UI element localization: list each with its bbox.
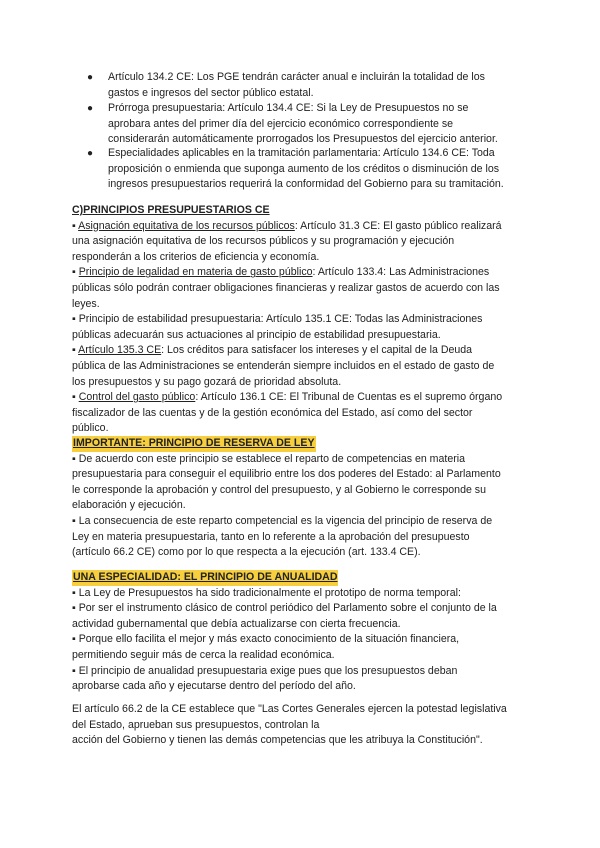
text-line: pública de las Administraciones se entenderán siempre incluidos en el estado de gasto de	[72, 359, 495, 372]
text-line: los presupuestos y su pago gozará de prioridad absoluta.	[72, 375, 342, 388]
text-line: elaboración y ejecución.	[72, 499, 186, 512]
text-line: Ley en materia presupuestaria, tanto en lo referente a la aprobación del presupuesto	[72, 530, 470, 543]
text-line: ▪ La consecuencia de este reparto competencial es la vigencia del principio de reserva de	[72, 514, 493, 527]
bullet-marker: ●	[87, 103, 94, 114]
text-line: (artículo 66.2 CE) como por lo que respecta a la ejecución (art. 133.4 CE).	[72, 546, 421, 559]
section-heading: C)PRINCIPIOS PRESUPUESTARIOS CE	[72, 204, 270, 216]
section-heading-highlighted: IMPORTANTE: PRINCIPIO DE RESERVA DE LEY	[72, 436, 316, 452]
section-principios	[72, 203, 532, 437]
text-fragment: : Artículo 133.4: Las Administraciones	[312, 266, 490, 279]
text-line: le corresponde la aprobación y control del presupuesto, y al Gobierno le corresponde su	[72, 483, 486, 496]
text-line: El artículo 66.2 de la CE establece que "Las Cortes Generales ejercen la potestad legislativa	[72, 703, 507, 715]
text-line: permitiendo seguir más de cerca la realidad económica.	[72, 648, 335, 661]
text-line: del Estado, aprueban sus presupuestos, controlan la	[72, 718, 320, 731]
text-line: públicas adecuarán sus actuaciones al principio de estabilidad presupuestaria.	[72, 328, 441, 341]
list-item	[108, 146, 548, 193]
text-line: actividad gubernamental que debía actualizarse con cierta frecuencia.	[72, 617, 401, 630]
text-line: Artículo 134.2 CE: Los PGE tendrán carácter anual e incluirán la totalidad de los	[108, 71, 485, 83]
text-line: ▪ De acuerdo con este principio se establece el reparto de competencias en materia	[72, 452, 466, 465]
text-line: presupuestaria para conseguir el equilibrio entre los dos poderes del Estado: al Parlamento	[72, 468, 501, 481]
bullet-marker: ●	[87, 72, 94, 83]
principle-name: Principio de legalidad en materia de gasto público	[78, 266, 313, 279]
bullet-marker: ▪	[72, 219, 79, 232]
text-line: públicas sólo podrán contraer obligaciones financieras y realizar gastos de acuerdo con las	[72, 281, 500, 294]
text-line: proposición o enmienda que suponga aumento de los créditos o disminución de los	[108, 162, 500, 175]
text-line: ▪ Porque ello facilita el mejor y más exacto conocimiento de la situación financiera,	[72, 633, 460, 646]
section-anualidad	[72, 570, 532, 695]
paragraph-deuda	[72, 343, 532, 390]
text-line: ▪ Por ser el instrumento clásico de control periódico del Parlamento sobre el conjunto de la	[72, 602, 497, 615]
text-fragment: : Los créditos para satisfacer los intereses y el capital de la Deuda	[161, 344, 473, 357]
text-line: responderán a los criterios de eficiencia y economía.	[72, 250, 320, 263]
text-line: considerarán automáticamente prorrogados los Presupuestos del ejercicio anterior.	[108, 133, 498, 146]
list-item	[108, 70, 548, 101]
text-line: leyes.	[72, 297, 100, 310]
principle-name: Control del gasto público	[78, 391, 196, 404]
text-line: ingresos presupuestarios requerirá la conformidad del Gobierno para su tramitación.	[108, 178, 504, 191]
list-item	[108, 101, 548, 148]
bullet-marker: ▪	[72, 266, 79, 279]
section-reserva-ley	[72, 436, 532, 561]
text-fragment: : Artículo 136.1 CE: El Tribunal de Cuentas es el supremo órgano	[195, 391, 503, 404]
paragraph-asignacion	[72, 219, 532, 266]
text-line: ▪ El principio de anualidad presupuestaria exige pues que los presupuestos deban	[72, 664, 458, 677]
text-line: ▪ Principio de estabilidad presupuestaria: Artículo 135.1 CE: Todas las Administraciones	[72, 313, 483, 326]
text-line: ▪ La Ley de Presupuestos ha sido tradicionalmente el prototipo de norma temporal:	[72, 586, 461, 599]
principle-name: Artículo 135.3 CE	[78, 344, 162, 357]
text-line: Prórroga presupuestaria: Artículo 134.4 CE: Si la Ley de Presupuestos no se	[108, 102, 469, 114]
text-fragment: : Artículo 31.3 CE: El gasto público realizará	[294, 219, 502, 232]
text-line: acción del Gobierno y tienen las demás competencias que les atribuya la Constitución".	[72, 734, 483, 747]
bullet-marker: ▪	[72, 344, 79, 357]
bullet-marker: ●	[87, 148, 94, 159]
text-line: fiscalizador de las cuentas y de la gestión económica del Estado, así como del sector	[72, 406, 473, 419]
section-heading-highlighted: UNA ESPECIALIDAD: EL PRINCIPIO DE ANUALIDAD	[72, 570, 338, 586]
closing-paragraph	[72, 702, 532, 749]
text-line: Especialidades aplicables en la tramitación parlamentaria: Artículo 134.6 CE: Toda	[108, 147, 495, 159]
text-line: aprobara antes del primer día del ejercicio económico correspondiente se	[108, 117, 454, 130]
text-line: una asignación equitativa de los recursos públicos y su programación y ejecución	[72, 235, 455, 248]
paragraph-control	[72, 390, 532, 437]
principle-name: Asignación equitativa de los recursos públicos	[78, 219, 295, 232]
paragraph-legalidad	[72, 265, 532, 312]
text-line: gastos e ingresos del sector público estatal.	[108, 86, 314, 99]
paragraph-estabilidad	[72, 312, 532, 343]
text-line: público.	[72, 422, 109, 435]
text-line: aprobarse cada año y ejecutarse dentro del período del año.	[72, 680, 356, 693]
bullet-marker: ▪	[72, 391, 79, 404]
